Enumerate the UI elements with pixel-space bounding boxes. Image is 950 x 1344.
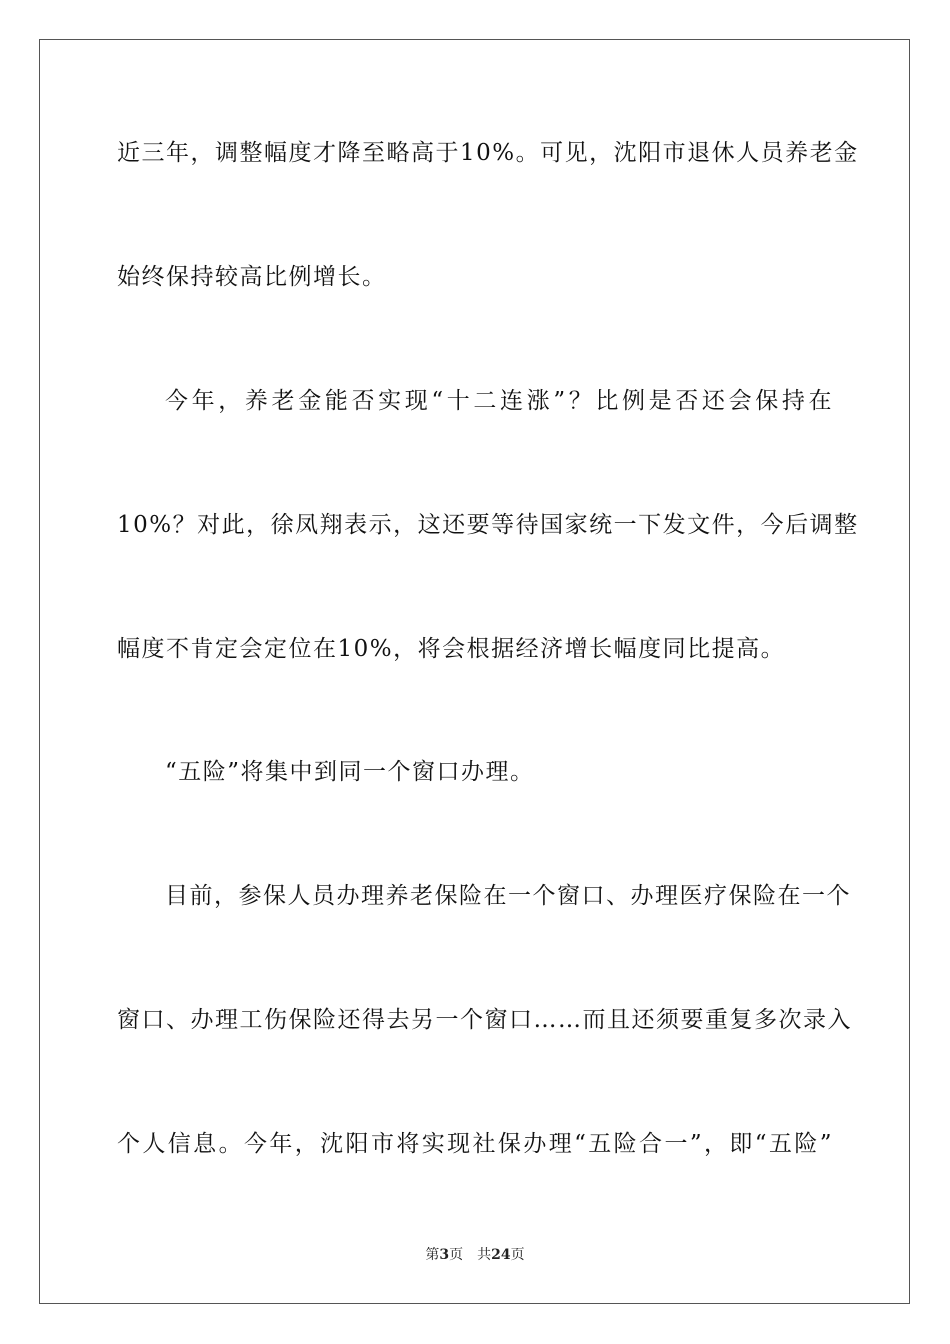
- body-text-line: 今年，养老金能否实现“十二连涨”？比例是否还会保持在: [165, 388, 833, 414]
- total-suffix: 页: [510, 1247, 525, 1263]
- body-text-line: 目前，参保人员办理养老保险在一个窗口、办理医疗保险在一个: [165, 883, 851, 909]
- section-heading-line: “五险”将集中到同一个窗口办理。: [165, 759, 535, 785]
- body-text-line: 始终保持较高比例增长。: [117, 264, 387, 290]
- page-number: 3: [439, 1247, 450, 1263]
- page-suffix: 页: [449, 1247, 464, 1263]
- page-border: [39, 39, 910, 1304]
- total-pages: 24: [491, 1247, 511, 1263]
- body-text-line: 个人信息。今年，沈阳市将实现社保办理“五险合一”，即“五险”: [117, 1131, 833, 1157]
- page-prefix: 第: [425, 1247, 440, 1263]
- page-footer: [0, 1246, 950, 1264]
- body-text-line: 窗口、办理工伤保险还得去另一个窗口……而且还须要重复多次录入: [117, 1007, 852, 1033]
- body-text-line: 近三年，调整幅度才降至略高于10%。可见，沈阳市退休人员养老金: [117, 140, 859, 166]
- total-prefix: 共: [477, 1247, 492, 1263]
- body-text-line: 10%？对此，徐凤翔表示，这还要等待国家统一下发文件，今后调整: [117, 512, 859, 538]
- body-text-line: 幅度不肯定会定位在10%，将会根据经济增长幅度同比提高。: [117, 636, 786, 662]
